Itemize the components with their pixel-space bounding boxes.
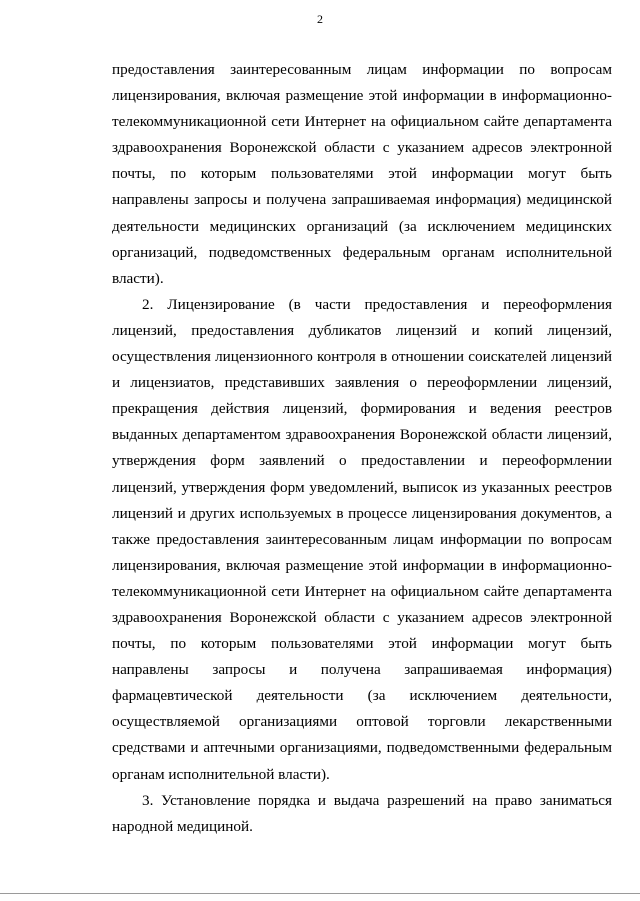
paragraph-item-2: 2. Лицензирование (в части предоставления и переоформления лицензий, предоставления дубликатов лицензий и копий лицензий, осуществления лицензионного контроля в отношении соискателей лицензий и лицензиатов, представивших заявления о переоформлении лицензий, прекращения действия лицензий, формирования и ведения реестров выданных департаментом здравоохранения Воронежской области лицензий, утверждения форм заявлений о предоставлении и переоформлении лицензий, утверждения форм уведомлений, выписок из указанных реестров лицензий и других используемых в процессе лицензирования документов, а также предоставления заинтересованным лицам информации по вопросам лицензирования, включая размещение этой информации в информационно-телекоммуникационной сети Интернет на официальном сайте департамента здравоохранения Воронежской области с указанием адресов электронной почты, по которым пользователями этой информации могут быть направлены запросы и получена запрашиваемая информация) фармацевтической деятельности (за исключением деятельности, осуществляемой организациями оптовой торговли лекарственными средствами и аптечными организациями, подведомственными федеральным органам исполнительной власти). [112,295,612,783]
document-body [112,57,612,840]
paragraph-item-3: 3. Установление порядка и выдача разрешений на право заниматься народной медициной. [112,791,612,835]
paragraph-continuation: предоставления заинтересованным лицам информации по вопросам лицензирования, включая размещение этой информации в информационно-телекоммуникационной сети Интернет на официальном сайте департамента здравоохранения Воронежской области с указанием адресов электронной почты, по которым пользователями этой информации могут быть направлены запросы и получена запрашиваемая информация) медицинской деятельности медицинских организаций (за исключением медицинских организаций, подведомственных федеральным органам исполнительной власти). [112,61,612,287]
page-number: 2 [317,12,323,26]
page-bottom-divider [0,893,640,894]
